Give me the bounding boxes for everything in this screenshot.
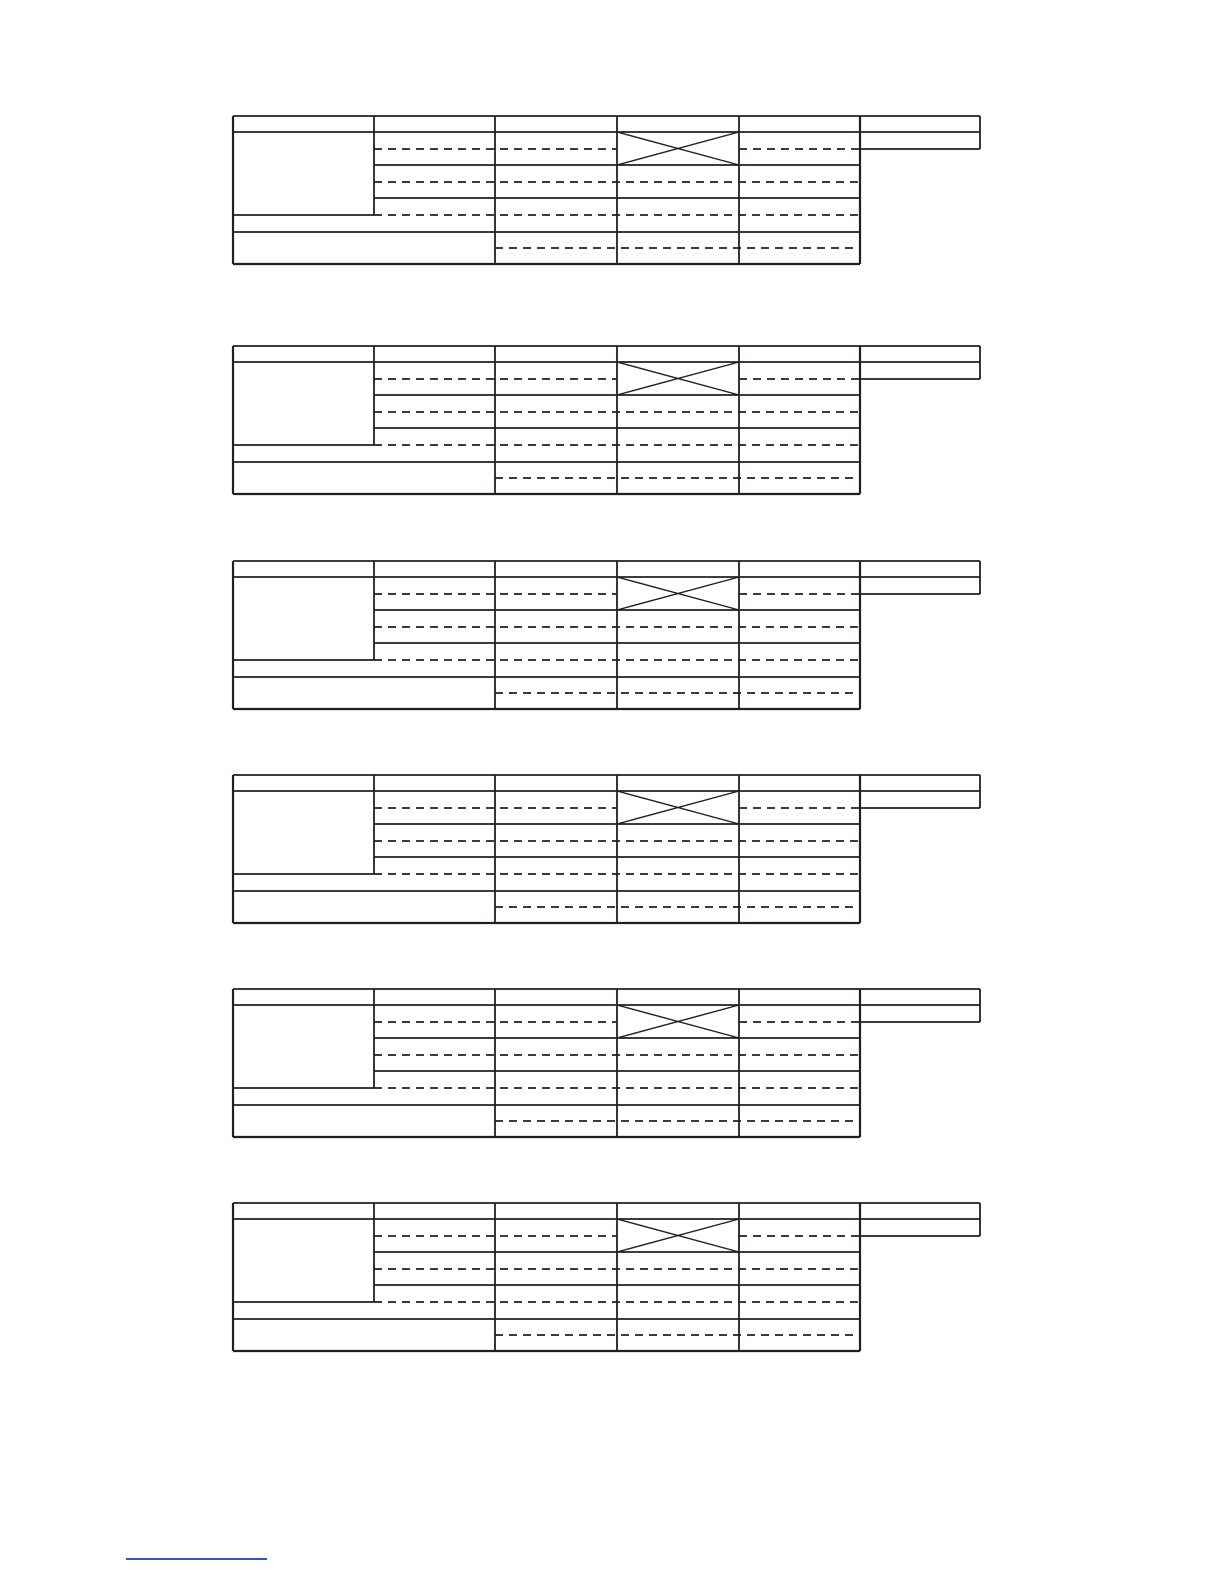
blank-grid-form [233, 775, 980, 923]
blank-grid-form [233, 989, 980, 1137]
blank-grid-form [233, 346, 980, 494]
blank-grid-form [233, 561, 980, 709]
blank-grid-form [233, 116, 980, 264]
footer-rule [126, 1558, 267, 1560]
blank-grid-form [233, 1203, 980, 1351]
